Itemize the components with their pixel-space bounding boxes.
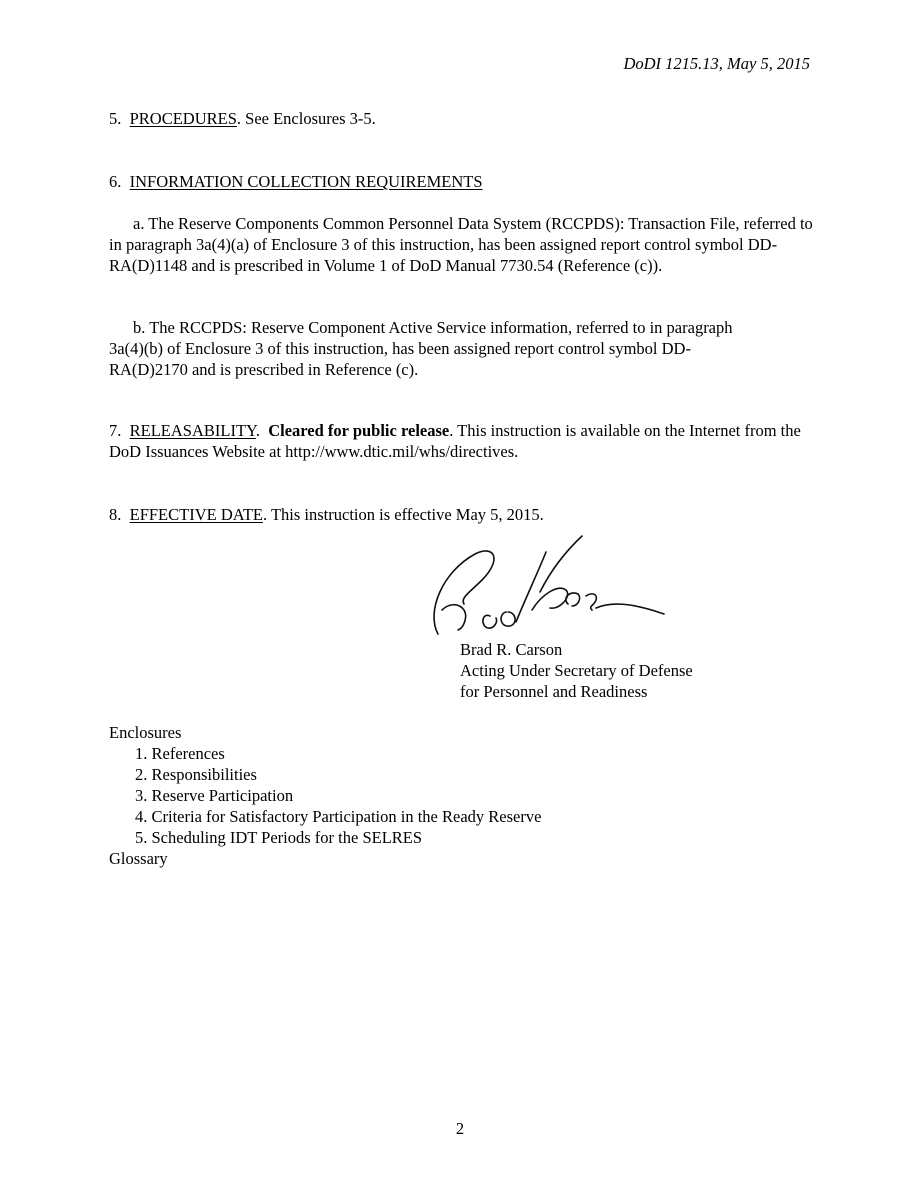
section-7-text: . This instruction is available on the Internet from the DoD Issuances Website at http://www.dtic.mil/whs/directives.	[109, 421, 801, 461]
signer-title-line-1: Acting Under Secretary of Defense	[460, 661, 693, 680]
signature-block	[460, 639, 693, 702]
section-6-heading: INFORMATION COLLECTION REQUIREMENTS	[129, 172, 483, 191]
section-7-bold: Cleared for public release	[268, 421, 450, 440]
section-6-paragraph-a: a. The Reserve Components Common Personnel Data System (RCCPDS): Transaction File, referred to in paragraph 3a(4)(a) of Enclosure 3 of this instruction, has been assigned report control symbol DD-RA(D)1148 and is prescribed in Volume 1 of DoD Manual 7730.54 (Reference (c)).	[109, 214, 813, 275]
running-header: DoDI 1215.13, May 5, 2015	[623, 54, 810, 73]
enclosures-label: Enclosures	[109, 723, 182, 742]
enclosure-item: 1. References	[135, 744, 225, 763]
enclosure-item: 2. Responsibilities	[135, 765, 257, 784]
section-5-number: 5.	[109, 109, 122, 128]
section-8-text: . This instruction is effective May 5, 2015.	[263, 505, 544, 524]
section-6-number: 6.	[109, 172, 122, 191]
enclosure-item: 5. Scheduling IDT Periods for the SELRES	[135, 828, 423, 847]
enclosures-list	[109, 722, 819, 869]
section-8	[109, 504, 819, 525]
page-number: 2	[455, 1119, 465, 1138]
section-8-number: 8.	[109, 505, 122, 524]
section-6-b-line-3: RA(D)2170 and is prescribed in Reference (c).	[109, 360, 419, 379]
signer-title-line-2: for Personnel and Readiness	[460, 682, 648, 701]
section-6-paragraph-b	[109, 317, 829, 380]
enclosure-item: 4. Criteria for Satisfactory Participation in the Ready Reserve	[135, 807, 542, 826]
section-7-number: 7.	[109, 421, 122, 440]
glossary-label: Glossary	[109, 849, 168, 868]
handwritten-signature	[420, 532, 670, 642]
section-7: 7. RELEASABILITY. Cleared for public release. This instruction is available on the Internet from the DoD Issuances Website at http://www.dtic.mil/whs/directives.	[109, 421, 801, 461]
section-6-b-line-1: b. The RCCPDS: Reserve Component Active Service information, referred to in paragraph	[133, 318, 733, 337]
section-5	[109, 108, 819, 129]
section-7-heading: RELEASABILITY	[129, 421, 256, 440]
enclosure-item: 3. Reserve Participation	[135, 786, 294, 805]
signer-name: Brad R. Carson	[460, 640, 563, 659]
section-6	[109, 171, 819, 192]
section-5-heading: PROCEDURES	[129, 109, 237, 128]
section-5-text: . See Enclosures 3-5.	[236, 109, 376, 128]
section-8-heading: EFFECTIVE DATE	[129, 505, 263, 524]
section-6-b-line-2: 3a(4)(b) of Enclosure 3 of this instruction, has been assigned report control symbol DD-	[109, 339, 691, 358]
